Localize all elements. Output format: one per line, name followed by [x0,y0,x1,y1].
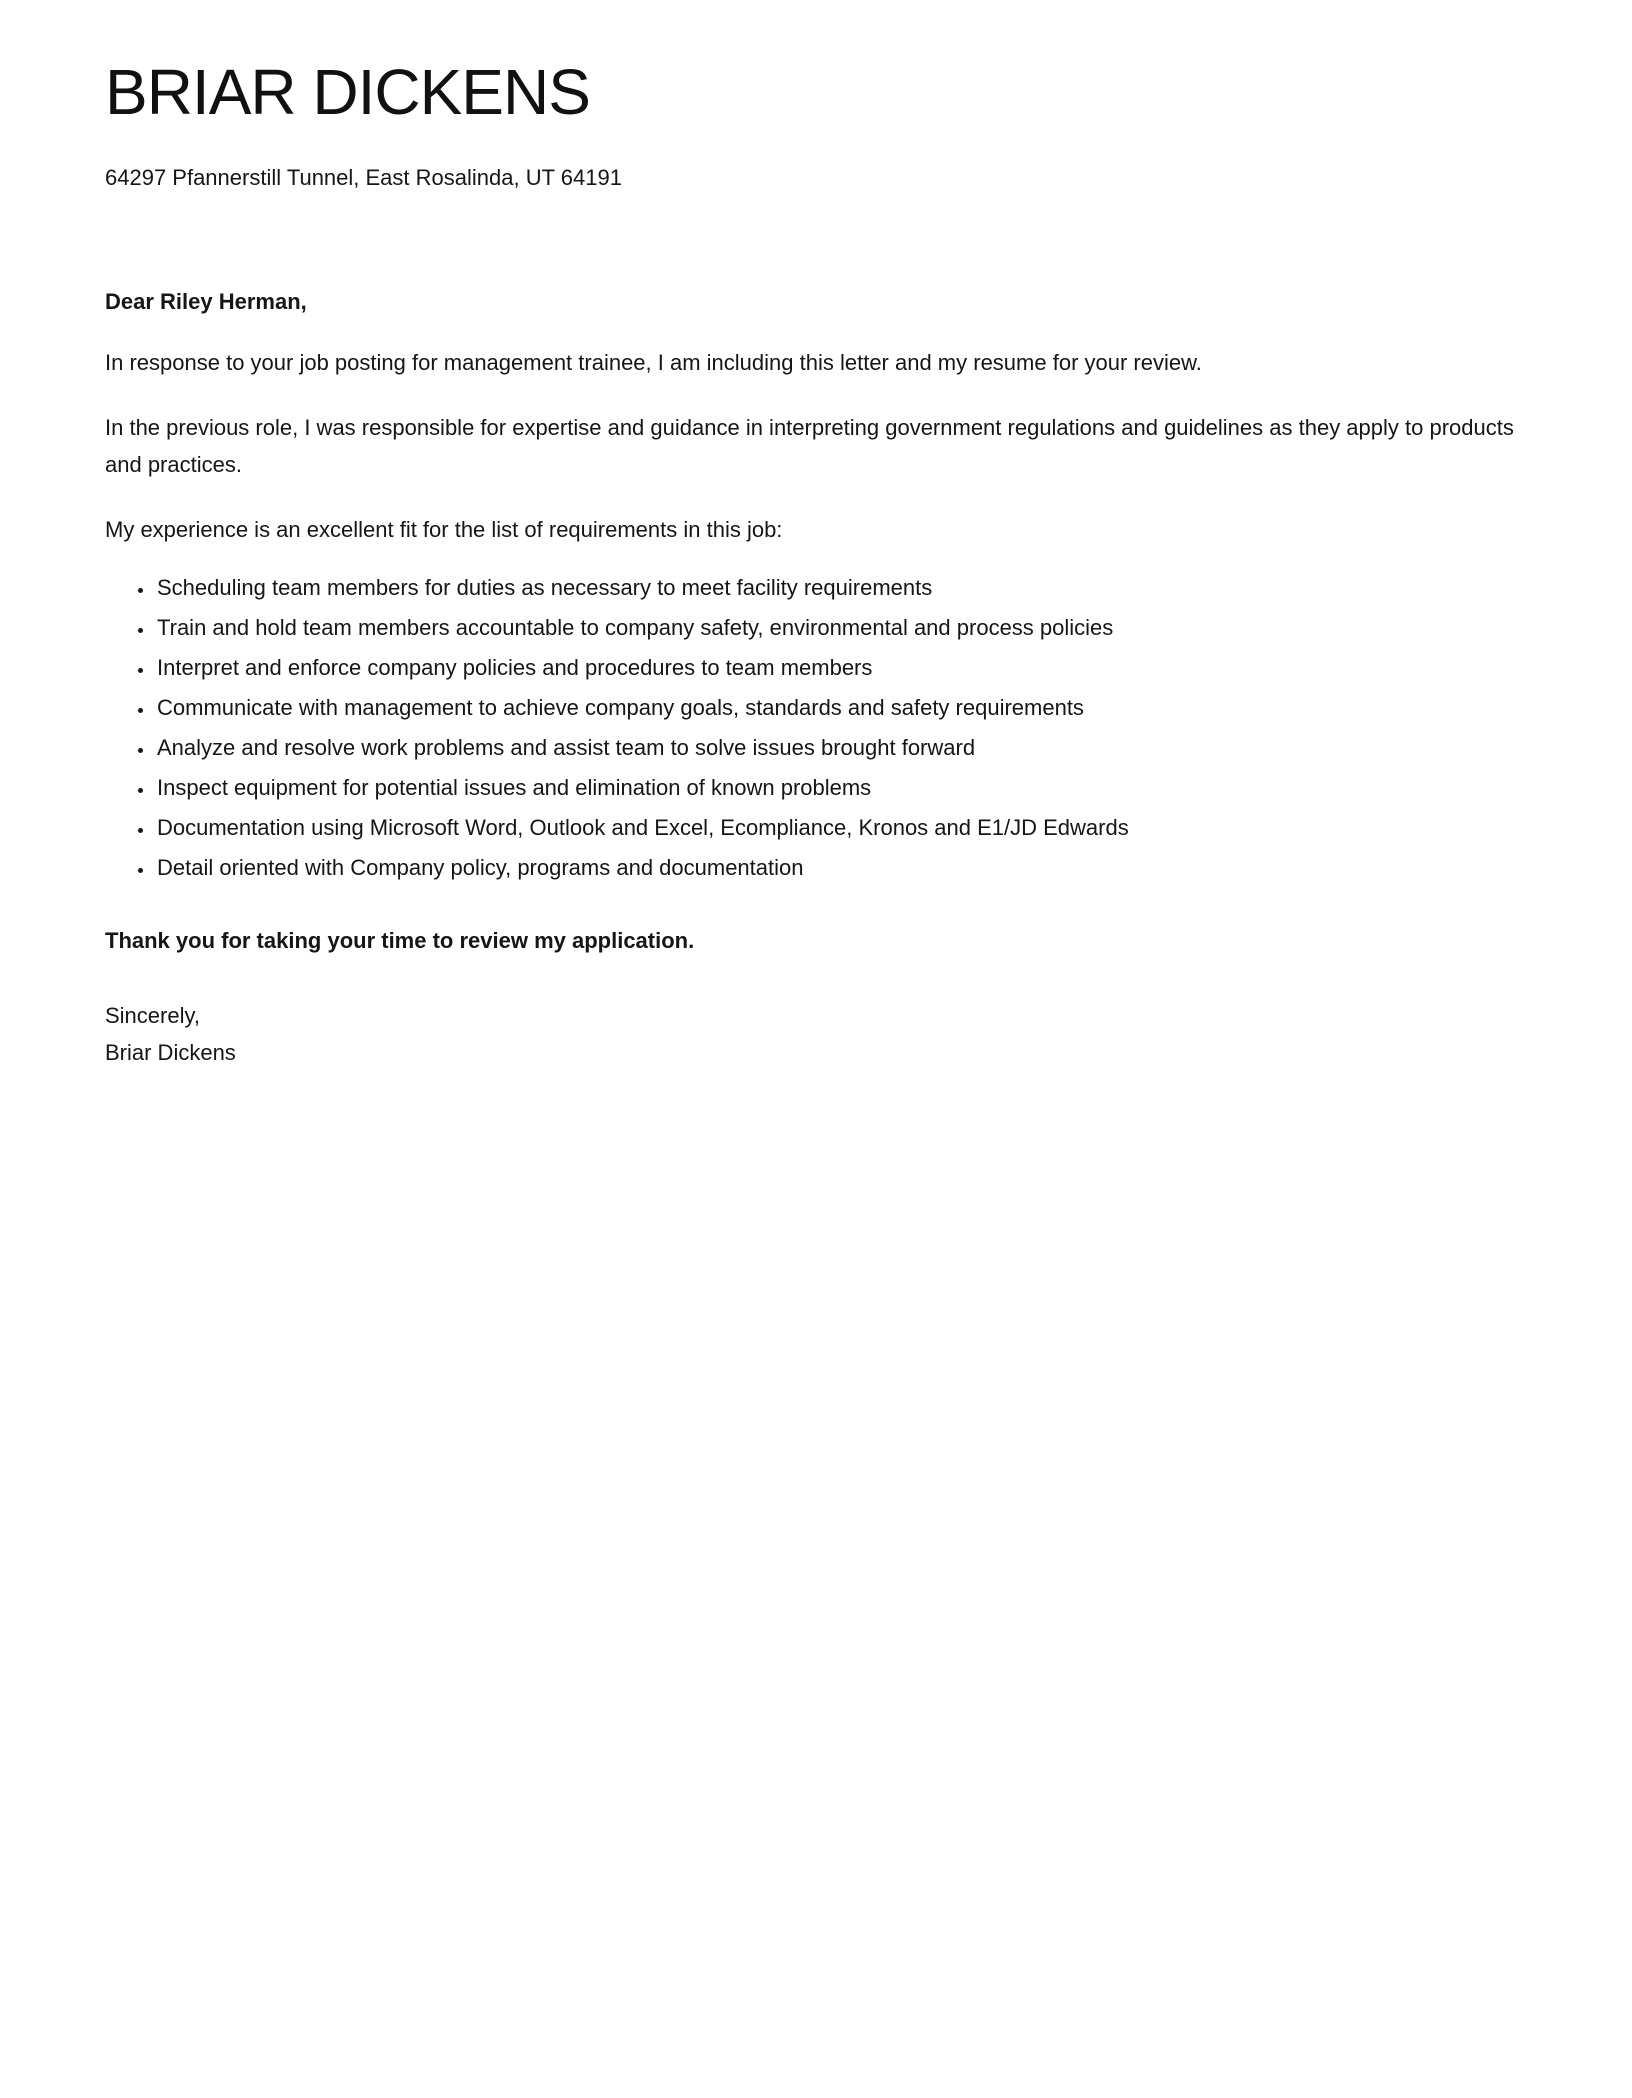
paragraph-job-posting: In response to your job posting for management trainee, I am including this letter and my resume for your review. [105,349,1202,375]
requirement-item: • Interpret and enforce company policies and procedures to team members [155,654,1532,681]
signoff: Sincerely, [105,1002,200,1028]
paragraph-previous-role: In the previous role, I was responsible for expertise and guidance in interpreting government regulations and guidelines as they apply to products and practices. [105,414,1514,477]
closing-thanks: Thank you for taking your time to review my application. [105,927,695,953]
author-name-heading: BRIAR DICKENS [105,56,590,128]
paragraph-experience-fit: My experience is an excellent fit for the list of requirements in this job: [105,516,783,542]
address-line: 64297 Pfannerstill Tunnel, East Rosalinda, UT 64191 [105,164,622,190]
requirement-item: • Analyze and resolve work problems and assist team to solve issues brought forward [155,734,1532,761]
requirement-item: • Communicate with management to achieve company goals, standards and safety requirements [155,694,1532,721]
requirement-item: • Scheduling team members for duties as necessary to meet facility requirements [155,574,1532,601]
salutation: Dear Riley Herman, [105,288,307,314]
requirement-item: • Train and hold team members accountable to company safety, environmental and process policies [155,614,1532,641]
requirements-list [105,574,1532,881]
requirement-item: • Documentation using Microsoft Word, Outlook and Excel, Ecompliance, Kronos and E1/JD Edwards [155,814,1532,841]
requirement-item: • Inspect equipment for potential issues and elimination of known problems [155,774,1532,801]
requirement-item: • Detail oriented with Company policy, programs and documentation [155,854,1532,881]
signature-name: Briar Dickens [105,1039,236,1065]
